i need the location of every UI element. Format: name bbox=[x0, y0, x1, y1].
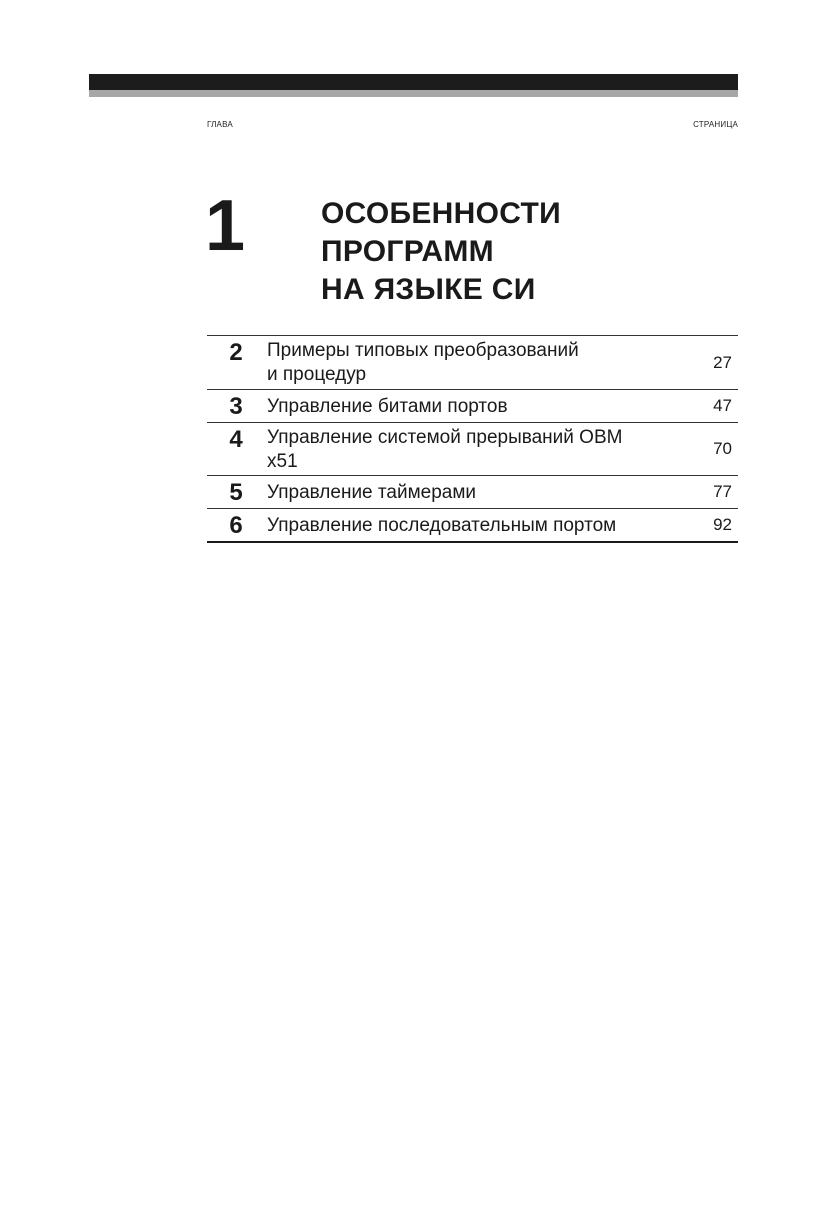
toc-page-number: 77 bbox=[713, 482, 732, 501]
chapter-title-line: ОСОБЕННОСТИ bbox=[321, 197, 561, 230]
toc-title-line: Управление таймерами bbox=[267, 481, 477, 503]
toc-chapter-title bbox=[265, 510, 686, 541]
toc-row[interactable] bbox=[207, 508, 738, 541]
toc-title-line: Управление системой прерываний ОВМ bbox=[267, 426, 623, 448]
toc-title-line: Управление последовательным портом bbox=[267, 514, 617, 536]
toc-chapter-title bbox=[265, 391, 686, 422]
toc-page-number: 92 bbox=[713, 515, 732, 534]
page-column-label: СТРАНИЦА bbox=[693, 120, 738, 129]
toc-chapter-title bbox=[265, 335, 686, 390]
toc-chapter-title bbox=[265, 477, 686, 508]
chapter-title-line: НА ЯЗЫКЕ СИ bbox=[321, 273, 536, 306]
toc-chapter-number: 2 bbox=[229, 339, 243, 366]
toc-page-number: 27 bbox=[713, 352, 732, 372]
toc-chapter-title bbox=[265, 422, 686, 477]
toc-page-number: 47 bbox=[713, 396, 732, 415]
toc-title-line: и процедур bbox=[267, 364, 367, 385]
chapter-title bbox=[321, 195, 731, 309]
toc-page-number: 70 bbox=[713, 439, 732, 458]
toc-title-line: Управление битами портов bbox=[267, 395, 508, 417]
chapter-number: 1 bbox=[205, 186, 246, 266]
table-of-contents bbox=[207, 335, 738, 543]
chapter-column-label: ГЛАВА bbox=[207, 120, 233, 129]
toc-chapter-number: 4 bbox=[229, 426, 243, 453]
toc-row[interactable] bbox=[207, 389, 738, 422]
toc-chapter-number: 3 bbox=[229, 393, 243, 420]
header-rule-gray bbox=[89, 90, 738, 97]
toc-title-line: Примеры типовых преобразований bbox=[267, 340, 579, 361]
header-rule-dark bbox=[89, 74, 738, 90]
toc-row[interactable] bbox=[207, 336, 738, 389]
toc-title-line: x51 bbox=[267, 450, 298, 472]
toc-row[interactable] bbox=[207, 422, 738, 475]
toc-chapter-number: 6 bbox=[229, 512, 243, 539]
toc-row[interactable] bbox=[207, 475, 738, 508]
toc-chapter-number: 5 bbox=[229, 479, 243, 506]
chapter-title-line: ПРОГРАММ bbox=[321, 235, 494, 268]
